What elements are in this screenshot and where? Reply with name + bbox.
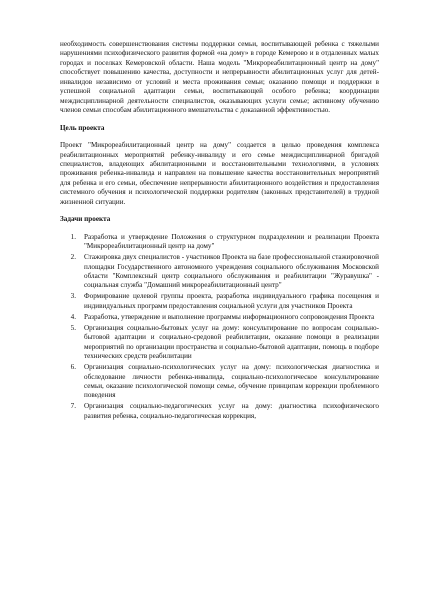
list-item: [60, 402, 379, 421]
list-item: [60, 253, 379, 291]
goal-paragraph: Проект "Микрореабилитационный центр на дому" создается в целью проведения комплекса реабилитационных мероприятий ребенку-инвалиду и его семье междисциплинарной бригадой специалистов, владеющих абилитационными и восстановительными технологиями, в условиях проживания ребенка-инвалида и направлен на повышение качества восстановительных мероприятий для ребенка и его семьи, обеспечение непрерывности абилитационного воздействия и предоставления системного обучения и психологической поддержки родителям (законных представителей) в трудной жизненной ситуации.: [60, 141, 379, 206]
list-item: [60, 313, 379, 322]
list-item-number: 7.: [70, 402, 76, 411]
list-item-number: 3.: [70, 292, 76, 301]
list-item-number: 6.: [70, 363, 76, 372]
list-item-text: Организация социально-педагогических услуг на дому: диагностика психофизического развития ребенка, социально-педагогическая коррекция,: [84, 402, 379, 420]
list-item: [60, 233, 379, 252]
list-item: [60, 324, 379, 362]
list-item: [60, 363, 379, 401]
list-item-text: Формирование целевой группы проекта, разработка индивидуального графика посещения и индивидуальных программ предоставления социальной услуги для участников Проекта: [84, 292, 379, 310]
list-item-number: 1.: [70, 232, 76, 241]
list-item-text: Разработка и утверждение Положения о структурном подразделении и реализации Проекта "Микрореабилитационный центр на дому": [84, 232, 379, 251]
list-item-text: Организация социально-психологических услуг на дому: психологическая диагностика и обследование личности ребенка-инвалида, социально-психологическое консультирование семьи, оказание психологической помощи семье, обучение принципам коррекции проблемного поведения: [84, 363, 379, 400]
goal-heading: Цель проекта: [60, 123, 105, 132]
list-item-number: 2.: [70, 253, 76, 262]
list-item: [60, 292, 379, 311]
tasks-heading: Задачи проекта: [60, 215, 111, 224]
list-item-number: 4.: [70, 312, 76, 321]
list-item-number: 5.: [70, 323, 76, 332]
intro-paragraph: необходимость совершенствования системы поддержки семьи, воспитывающей ребенка с тяжелыми нарушениями психофизического развития формой «на дому» в городе Кемерово и в отдаленных малых городах и поселках Кемеровской области. Наша модель "Микрореабилитационный центр на дому" способствует повышению качества, доступности и непрерывности абилитационных услуг для детей-инвалидов независимо от условий и места проживания семьи; оказанию помощи и поддержки в успешной социальной адаптации семьи, воспитывающей особого ребенка; координации междисциплинарной деятельности специалистов, оказывающих услуги семье; активному обучению членов семьи способам абилитационного вмешательства с доказанной эффективностью.: [60, 40, 379, 115]
tasks-list: [60, 233, 379, 422]
list-item-text: Стажировка двух специалистов - участников Проекта на базе профессиональной стажировочной площадки Государственного автономного учреждения социального обслуживания Московской области "Комплексный центр социального обслуживания и реабилитации "Журавушка" - социальная служба "Домашний микрореабилитационный центр": [84, 253, 379, 290]
list-item-text: Разработка, утверждение и выполнение программы информационного сопровождения Проекта: [84, 312, 375, 321]
list-item-text: Организация социально-бытовых услуг на дому: консультирование по вопросам социально-бытовой адаптации и социально-средовой реабилитации, оказание помощи в реализации мероприятий по организации пространства и социально-бытовой адаптации, помощь в подборе технических средств реабилитации: [84, 323, 379, 361]
